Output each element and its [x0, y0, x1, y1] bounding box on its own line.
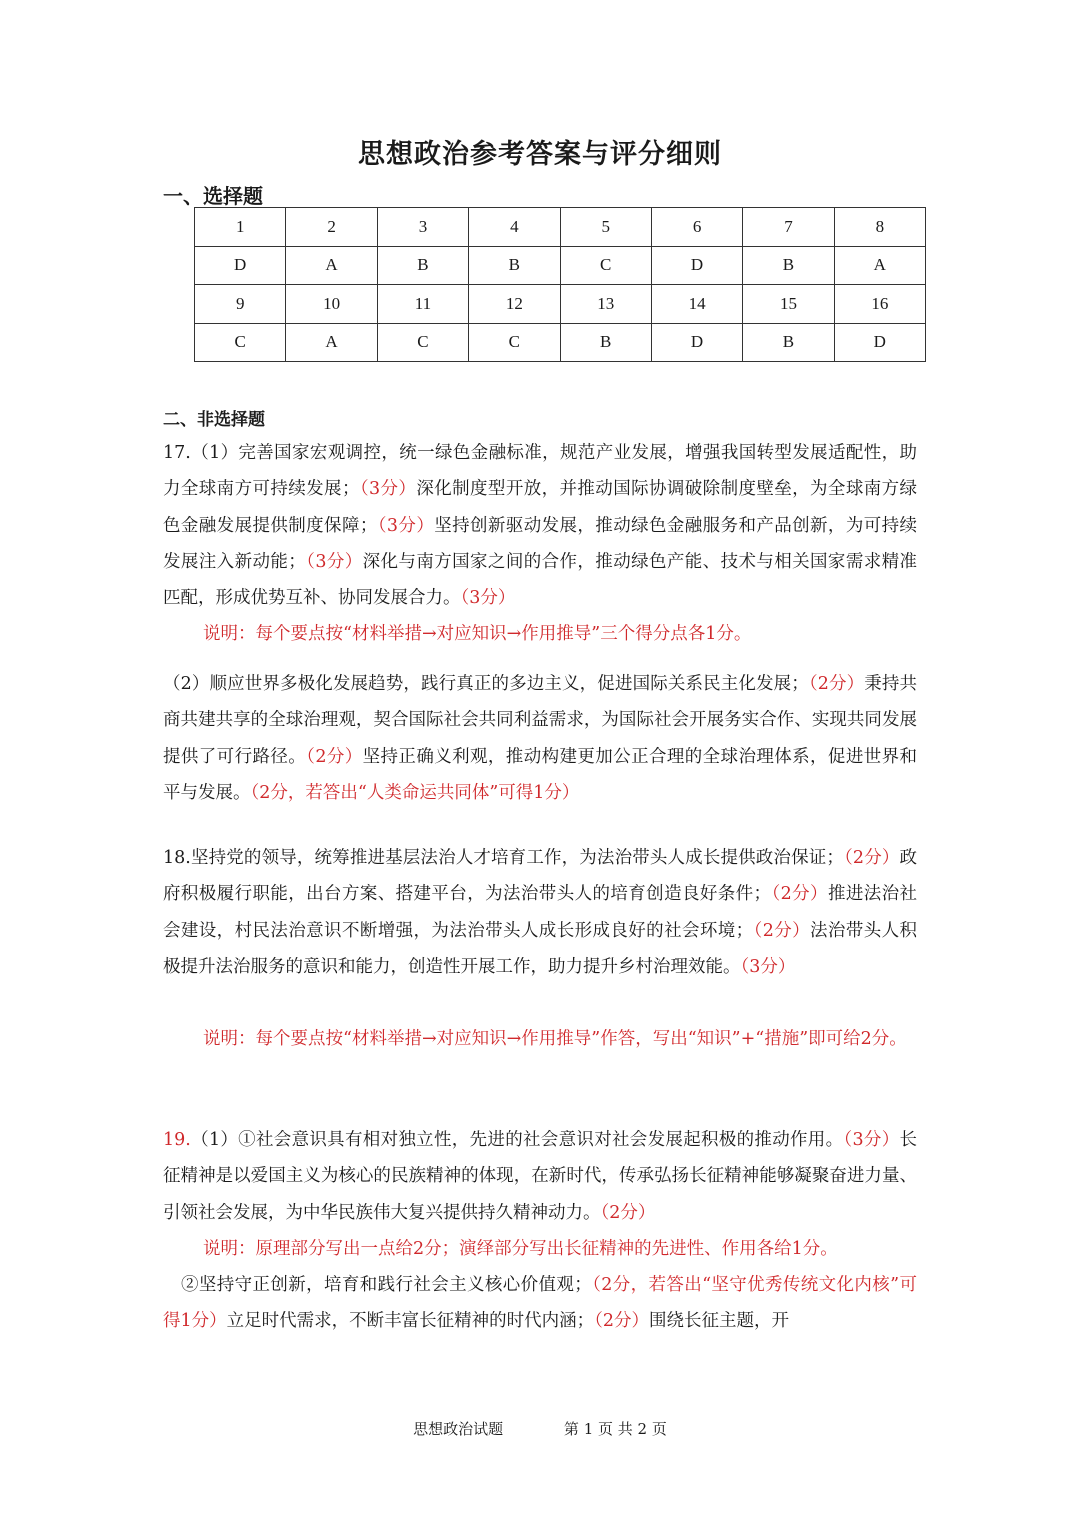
- answer-text: 政府积极履行职能，出台方案、搭建平台，为法治带头人的培育创造良好条件；: [163, 848, 918, 905]
- q17-note: 说明：每个要点按“材料举措→对应知识→作用推导”三个得分点各1分。: [203, 624, 752, 644]
- answer-text: 17.（1）完善国家宏观调控，统一绿色金融标准，规范产业发展，增强我国转型发展适配性，助力全球南方可持续发展；: [163, 443, 917, 500]
- page-title: 思想政治参考答案与评分细则: [358, 139, 722, 170]
- table-cell: C: [560, 246, 651, 285]
- answer-text: 长征精神是以爱国主义为核心的民族精神的体现，在新时代，传承弘扬长征精神能够凝聚奋进力量、引领社会发展，为中华民族伟大复兴提供持久精神动力。: [163, 1130, 917, 1223]
- table-cell: 12: [469, 285, 560, 324]
- score-mark: （3分）: [460, 588, 516, 609]
- table-cell: B: [469, 246, 560, 285]
- table-cell: 2: [286, 208, 377, 247]
- score-mark: （2分）: [600, 1202, 656, 1223]
- table-cell: 14: [651, 285, 742, 324]
- table-cell: B: [743, 323, 834, 362]
- score-mark: （3分）: [359, 479, 417, 500]
- table-cell: B: [743, 246, 834, 285]
- table-cell: 9: [195, 285, 286, 324]
- answer-text: 秉持共商共建共享的全球治理观，契合国际社会共同利益需求，为国际社会开展务实合作、实现共同发展提供了可行路径。: [163, 674, 918, 767]
- footer-page-number: 第 1 页 共 2 页: [563, 1420, 667, 1438]
- score-mark: （2分）: [771, 884, 828, 905]
- answer-table: [194, 207, 926, 362]
- table-cell: A: [286, 323, 377, 362]
- footer-subject: 思想政治试题: [413, 1420, 504, 1438]
- score-mark: （3分）: [377, 515, 435, 536]
- table-cell: C: [469, 323, 560, 362]
- table-cell: 6: [651, 208, 742, 247]
- q18-note: 说明：每个要点按“材料举措→对应知识→作用推导”作答，写出“知识”+“措施”即可给2分。: [203, 1029, 907, 1049]
- score-mark: （2分）: [594, 1311, 650, 1332]
- page-footer: [0, 1418, 1080, 1439]
- table-cell: C: [377, 323, 468, 362]
- table-cell: D: [834, 323, 925, 362]
- q19-note: 说明：原理部分写出一点给2分；演绎部分写出长征精神的先进性、作用各给1分。: [203, 1239, 838, 1259]
- table-cell: 7: [743, 208, 834, 247]
- answer-text: 法治带头人积极提升法治服务的意识和能力，创造性开展工作，助力提升乡村治理效能。: [163, 920, 918, 977]
- table-cell: B: [377, 246, 468, 285]
- table-cell: 15: [743, 285, 834, 324]
- table-cell: 5: [560, 208, 651, 247]
- answer-text: 坚持创新驱动发展，推动绿色金融服务和产品创新，为可持续发展注入新动能；: [163, 515, 918, 572]
- score-mark: （2分，若答出“人类命运共同体”可得1分）: [250, 782, 580, 803]
- q18-answer: [163, 840, 917, 985]
- table-cell: 3: [377, 208, 468, 247]
- answer-text: 坚持正确义利观，推动构建更加公正合理的全球治理体系，促进世界和平与发展。: [163, 746, 918, 803]
- q19-part1: [163, 1122, 917, 1231]
- table-cell: 1: [195, 208, 286, 247]
- answer-text: （1）①社会意识具有相对独立性，先进的社会意识对社会发展起积极的推动作用。: [190, 1130, 844, 1150]
- table-cell: 16: [834, 285, 925, 324]
- answer-text: 立足时代需求，不断丰富长征精神的时代内涵；: [226, 1311, 595, 1332]
- table-cell: 13: [560, 285, 651, 324]
- table-cell: C: [195, 323, 286, 362]
- table-row: [195, 208, 926, 247]
- answer-text: 推进法治社会建设，村民法治意识不断增强，为法治带头人成长形成良好的社会环境；: [163, 884, 918, 941]
- table-cell: D: [651, 246, 742, 285]
- score-mark: （3分）: [740, 956, 796, 977]
- score-mark: （2分）: [843, 848, 900, 868]
- table-row: [195, 285, 926, 324]
- section-heading-choice: 一、选择题: [163, 184, 263, 208]
- score-mark: （3分）: [305, 551, 363, 572]
- q19-part2: [163, 1267, 917, 1340]
- answer-text: ②坚持守正创新，培育和践行社会主义核心价值观；: [181, 1275, 592, 1295]
- table-cell: D: [195, 246, 286, 285]
- score-mark: （3分）: [843, 1130, 900, 1150]
- q17-part1: [163, 435, 917, 616]
- question-number: 19.: [163, 1130, 191, 1150]
- table-cell: 8: [834, 208, 925, 247]
- table-cell: A: [834, 246, 925, 285]
- score-mark: （2分，若答出“坚守优秀传统文化内核”可得1分）: [163, 1275, 917, 1332]
- score-mark: （2分）: [808, 674, 865, 694]
- answer-text: 深化与南方国家之间的合作，推动绿色产能、技术与相关国家需求精准匹配，形成优势互补、协同发展合力。: [163, 551, 918, 609]
- table-cell: 10: [286, 285, 377, 324]
- section-heading-nonchoice: 二、非选择题: [163, 410, 265, 430]
- table-cell: 4: [469, 208, 560, 247]
- table-cell: A: [286, 246, 377, 285]
- table-cell: D: [651, 323, 742, 362]
- q17-part2: [163, 666, 917, 811]
- score-mark: （2分）: [306, 746, 363, 767]
- answer-text: 18.坚持党的领导，统筹推进基层法治人才培育工作，为法治带头人成长提供政治保证；: [163, 848, 844, 868]
- table-row: [195, 323, 926, 362]
- answer-text: 围绕长征主题，开: [649, 1311, 790, 1332]
- table-row: [195, 246, 926, 285]
- answer-text: 深化制度型开放，并推动国际协调破除制度壁垒，为全球南方绿色金融发展提供制度保障；: [163, 479, 918, 536]
- score-mark: （2分）: [753, 920, 811, 941]
- answer-text: （2）顺应世界多极化发展趋势，践行真正的多边主义，促进国际关系民主化发展；: [163, 674, 809, 694]
- table-cell: 11: [377, 285, 468, 324]
- table-cell: B: [560, 323, 651, 362]
